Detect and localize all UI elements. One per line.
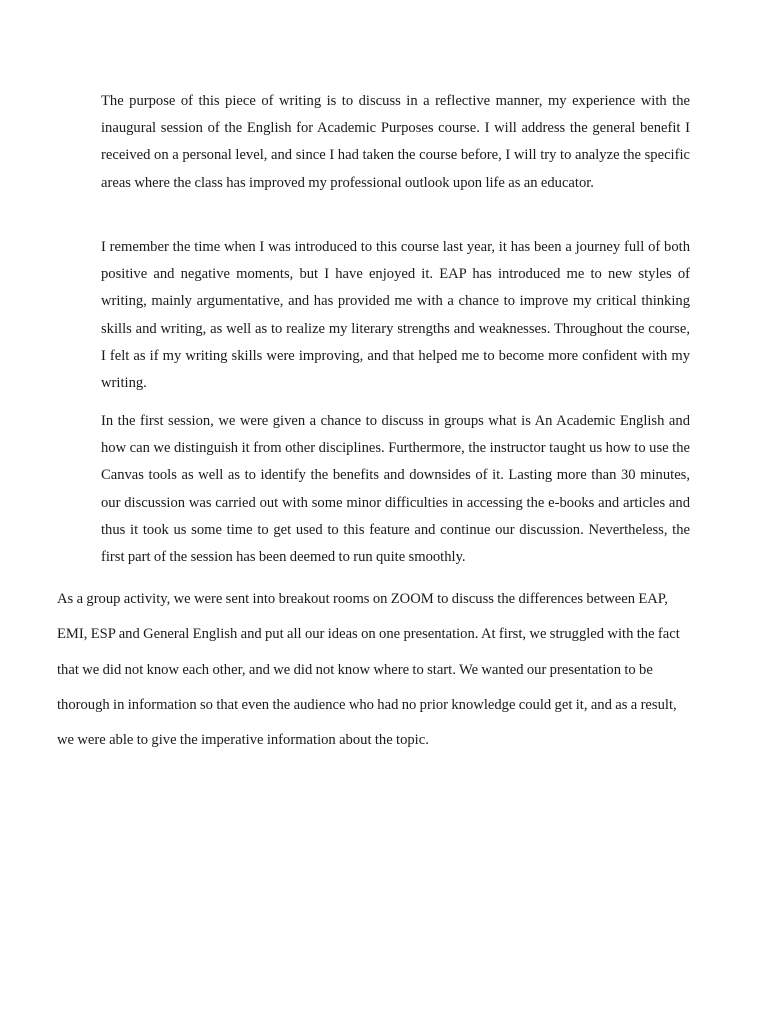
paragraph-purpose: The purpose of this piece of writing is to discuss in a reflective manner, my experience with the inaugural session of the English for Academic Purposes course. I will address the general benefit I received on a personal level, and since I had taken the course before, I will try to analyze the specific areas where the class has improved my professional outlook upon life as an educator. (101, 93, 690, 191)
paragraph-group-activity: As a group activity, we were sent into breakout rooms on ZOOM to discuss the differences between EAP, EMI, ESP and General English and put all our ideas on one presentation. At first, we struggled with the fact that we did not know each other, and we did not know where to start. We wanted our presentation to be thorough in information so that even the audience who had no prior knowledge could get it, and as a result, we were able to give the imperative information about the topic. (57, 591, 680, 749)
paragraph-first-session: In the first session, we were given a chance to discuss in groups what is An Academic English and how can we distinguish it from other disciplines. Furthermore, the instructor taught us how to use the Canvas tools as well as to identify the benefits and downsides of it. Lasting more than 30 minutes, our discussion was carried out with some minor difficulties in accessing the e-books and articles and thus it took us some time to get used to this feature and continue our discussion. Nevertheless, the first part of the session has been deemed to run quite smoothly. (101, 413, 690, 566)
paragraph-course-experience: I remember the time when I was introduced to this course last year, it has been a journey full of both positive and negative moments, but I have enjoyed it. EAP has introduced me to new styles of writing, mainly argumentative, and has provided me with a chance to improve my critical thinking skills and writing, as well as to realize my literary strengths and weaknesses. Throughout the course, I felt as if my writing skills were improving, and that helped me to become more confident with my writing. (101, 239, 690, 392)
